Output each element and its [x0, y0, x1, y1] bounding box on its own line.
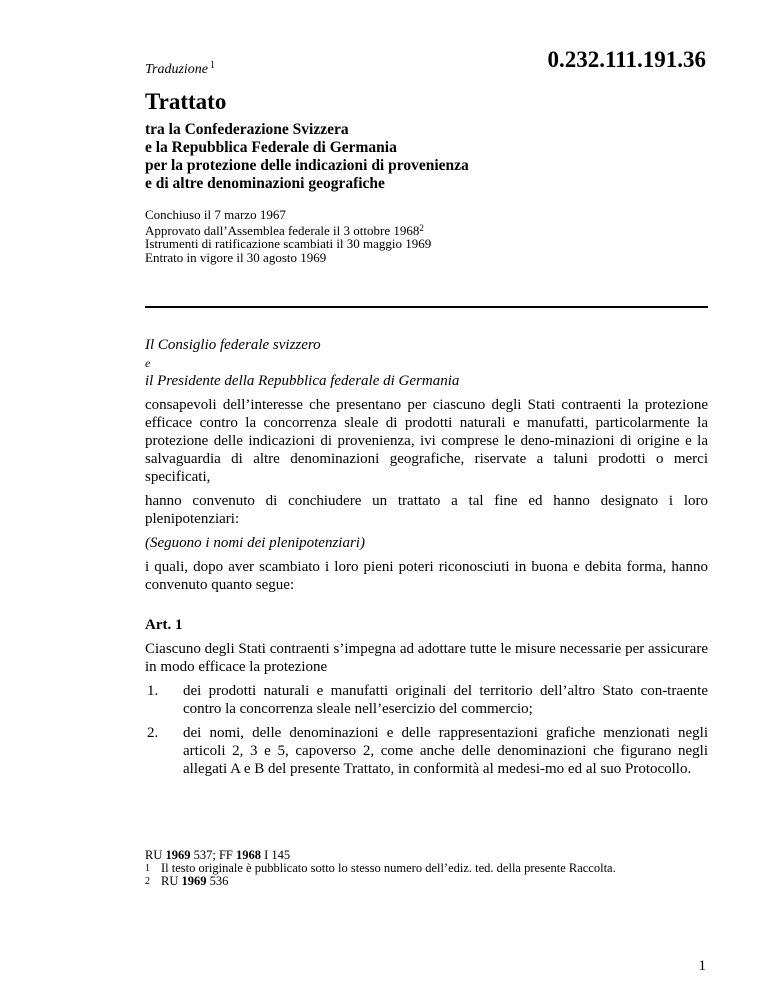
preamble-paragraph: hanno convenuto di conchiudere un trattato a tal fine ed hanno designato i loro plenipotenziari:	[145, 493, 708, 527]
page-number: 1	[698, 958, 706, 974]
source-text: 537; FF	[190, 848, 237, 862]
date-approved-text: Approvato dall’Assemblea federale il 3 ottobre 1968	[145, 222, 420, 238]
source-year: 1968	[236, 848, 262, 862]
list-item-text: dei prodotti naturali e manufatti originali del territorio dell’altro Stato con-traente contro la concorrenza sleale nell’esercizio del commercio;	[183, 683, 708, 717]
list-item	[145, 682, 708, 718]
date-ratified: Istrumenti di ratificazione scambiati il 30 maggio 1969	[145, 236, 432, 251]
article-heading: Art. 1	[145, 617, 183, 633]
source-year: 1969	[165, 848, 191, 862]
article-intro: Ciascuno degli Stati contraenti s’impegna ad adottare tutte le misure necessarie per assicurare in modo efficace la protezione	[145, 641, 708, 675]
preamble-party-1: Il Consiglio federale svizzero	[145, 337, 321, 353]
footnote	[145, 862, 705, 875]
subtitle	[145, 121, 705, 193]
footnote-ref-2: 2	[419, 222, 424, 233]
preamble-conjunction: e	[145, 356, 151, 370]
list-item	[145, 724, 708, 778]
subtitle-line: e la Repubblica Federale di Germania	[145, 139, 397, 156]
translation-label	[145, 60, 215, 78]
date-in-force: Entrato in vigore il 30 agosto 1969	[145, 249, 327, 265]
subtitle-line: tra la Confederazione Svizzera	[145, 121, 349, 138]
preamble-party-2: il Presidente della Repubblica federale di Germania	[145, 373, 460, 389]
date-approved	[145, 222, 705, 238]
footnote-ref-1: 1	[210, 60, 216, 71]
subtitle-line: per la protezione delle indicazioni di provenienza	[145, 157, 469, 174]
dates-block	[145, 208, 705, 264]
list-item-text: dei nomi, delle denominazioni e delle rappresentazioni grafiche menzionati negli articoli 2, 3 e 5, capoverso 2, come anche delle denominazioni che figurano negli allegati A e B del presente Trattato, in conformità al medesi-mo ed al suo Protocollo.	[183, 725, 708, 777]
footnote-mark: 1	[145, 863, 150, 874]
document-number: 0.232.111.191.36	[547, 47, 706, 72]
horizontal-divider	[145, 306, 708, 308]
source-text: I 145	[261, 848, 291, 862]
source-text: RU	[145, 848, 166, 862]
footnote	[145, 875, 705, 888]
plenipotentiaries-note: (Seguono i nomi dei plenipotenziari)	[145, 535, 365, 551]
footnote-text: Il testo originale è pubblicato sotto lo stesso numero dell’ediz. ted. della presente Raccolta.	[161, 861, 616, 875]
date-concluded: Conchiuso il 7 marzo 1967	[145, 207, 286, 222]
translation-label-text: Traduzione	[145, 62, 209, 77]
footnote-text-part: RU	[161, 874, 182, 888]
preamble-paragraph: consapevoli dell’interesse che presentano per ciascuno degli Stati contraenti la protezione efficace contro la concorrenza sleale di prodotti naturali e manufatti, particolarmente la protezione delle indicazioni di provenienza, ivi comprese le deno-minazioni di origine e la salvaguardia di altre denominazioni geografiche, riservate a taluni prodotti o merci specificati,	[145, 397, 708, 485]
page-title: Trattato	[145, 89, 227, 114]
footnote-text	[161, 875, 705, 888]
list-item-number: 2.	[147, 725, 159, 741]
footnote-year: 1969	[181, 874, 207, 888]
subtitle-line: e di altre denominazioni geografiche	[145, 175, 385, 192]
footnotes	[145, 849, 705, 888]
preamble-paragraph: i quali, dopo aver scambiato i loro pieni poteri riconosciuti in buona e debita forma, hanno convenuto quanto segue:	[145, 559, 708, 593]
document-body	[145, 336, 708, 784]
footnote-text-part: 536	[206, 874, 229, 888]
list-item-number: 1.	[147, 683, 159, 699]
footnote-mark: 2	[145, 876, 150, 887]
